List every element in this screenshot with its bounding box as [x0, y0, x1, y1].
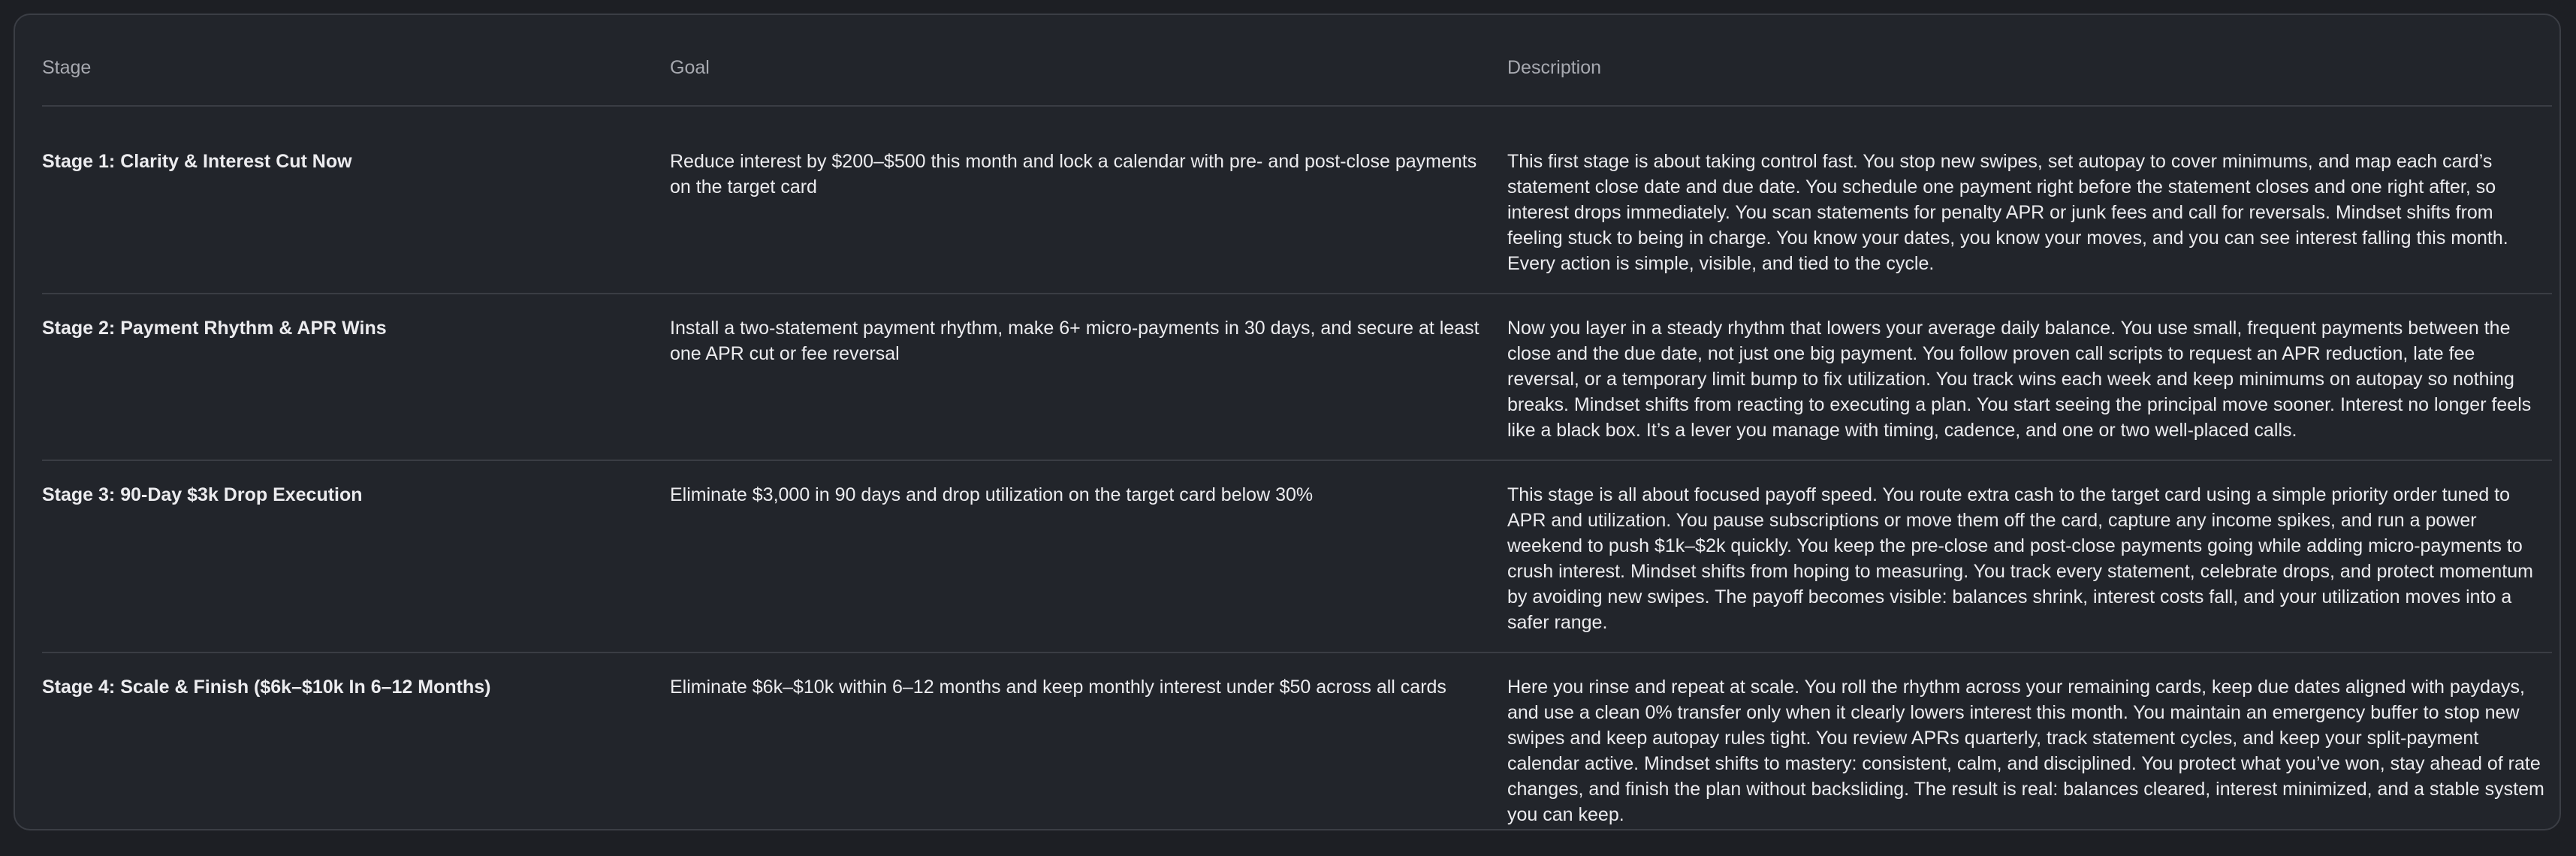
stage-cell: Stage 4: Scale & Finish ($6k–$10k In 6–12 Months)	[42, 677, 491, 698]
goal-cell: Reduce interest by $200–$500 this month and lock a calendar with pre- and post-close payments on the target card	[670, 106, 1507, 294]
description-cell: This first stage is about taking control fast. You stop new swipes, set autopay to cover minimums, and map each card’s statement close date and due date. You schedule one payment right before the statement closes and one right after, so interest drops immediately. You scan statements for penalty APR or junk fees and call for reversals. Mindset shifts from feeling stuck to being in charge. You know your dates, you know your moves, and you can see interest falling this month. Every action is simple, visible, and tied to the cycle.	[1507, 106, 2552, 294]
header-description: Description	[1507, 30, 2552, 106]
table-header-row	[42, 30, 2552, 106]
goal-cell: Install a two-statement payment rhythm, make 6+ micro-payments in 30 days, and secure at least one APR cut or fee reversal	[670, 294, 1507, 460]
header-stage: Stage	[42, 30, 670, 106]
table-row	[42, 106, 2552, 294]
table-row	[42, 460, 2552, 653]
stages-table	[42, 30, 2552, 830]
table-row	[42, 294, 2552, 460]
description-cell: This stage is all about focused payoff speed. You route extra cash to the target card using a simple priority order tuned to APR and utilization. You pause subscriptions or move them off the card, capture any income spikes, and run a power weekend to push $1k–$2k quickly. You keep the pre-close and post-close payments going while adding micro-payments to crush interest. Mindset shifts from hoping to measuring. You track every statement, celebrate drops, and protect momentum by avoiding new swipes. The payoff becomes visible: balances shrink, interest costs fall, and your utilization moves into a safer range.	[1507, 460, 2552, 653]
header-goal: Goal	[670, 30, 1507, 106]
table-row	[42, 653, 2552, 830]
goal-cell: Eliminate $6k–$10k within 6–12 months and keep monthly interest under $50 across all cards	[670, 677, 1446, 698]
stages-table-panel	[14, 14, 2561, 830]
stage-cell: Stage 2: Payment Rhythm & APR Wins	[42, 294, 670, 460]
stage-cell: Stage 3: 90-Day $3k Drop Execution	[42, 460, 670, 653]
description-cell: Here you rinse and repeat at scale. You roll the rhythm across your remaining cards, keep due dates aligned with paydays, and use a clean 0% transfer only when it clearly lowers interest this month. You maintain an emergency buffer to stop new swipes and keep autopay rules tight. You review APRs quarterly, track statement cycles, and keep your split-payment calendar active. Mindset shifts to mastery: consistent, calm, and disciplined. You protect what you’ve won, stay ahead of rate changes, and finish the plan without backsliding. The result is real: balances cleared, interest minimized, and a stable system you can keep.	[1507, 677, 2544, 825]
goal-cell: Eliminate $3,000 in 90 days and drop utilization on the target card below 30%	[670, 460, 1507, 653]
description-cell: Now you layer in a steady rhythm that lowers your average daily balance. You use small, frequent payments between the close and the due date, not just one big payment. You follow proven call scripts to request an APR reduction, late fee reversal, or a temporary limit bump to fix utilization. You track wins each week and keep minimums on autopay so nothing breaks. Mindset shifts from reacting to executing a plan. You start seeing the principal move sooner. Interest no longer feels like a black box. It’s a lever you manage with timing, cadence, and one or two well-placed calls.	[1507, 294, 2552, 460]
stage-cell: Stage 1: Clarity & Interest Cut Now	[42, 106, 670, 294]
